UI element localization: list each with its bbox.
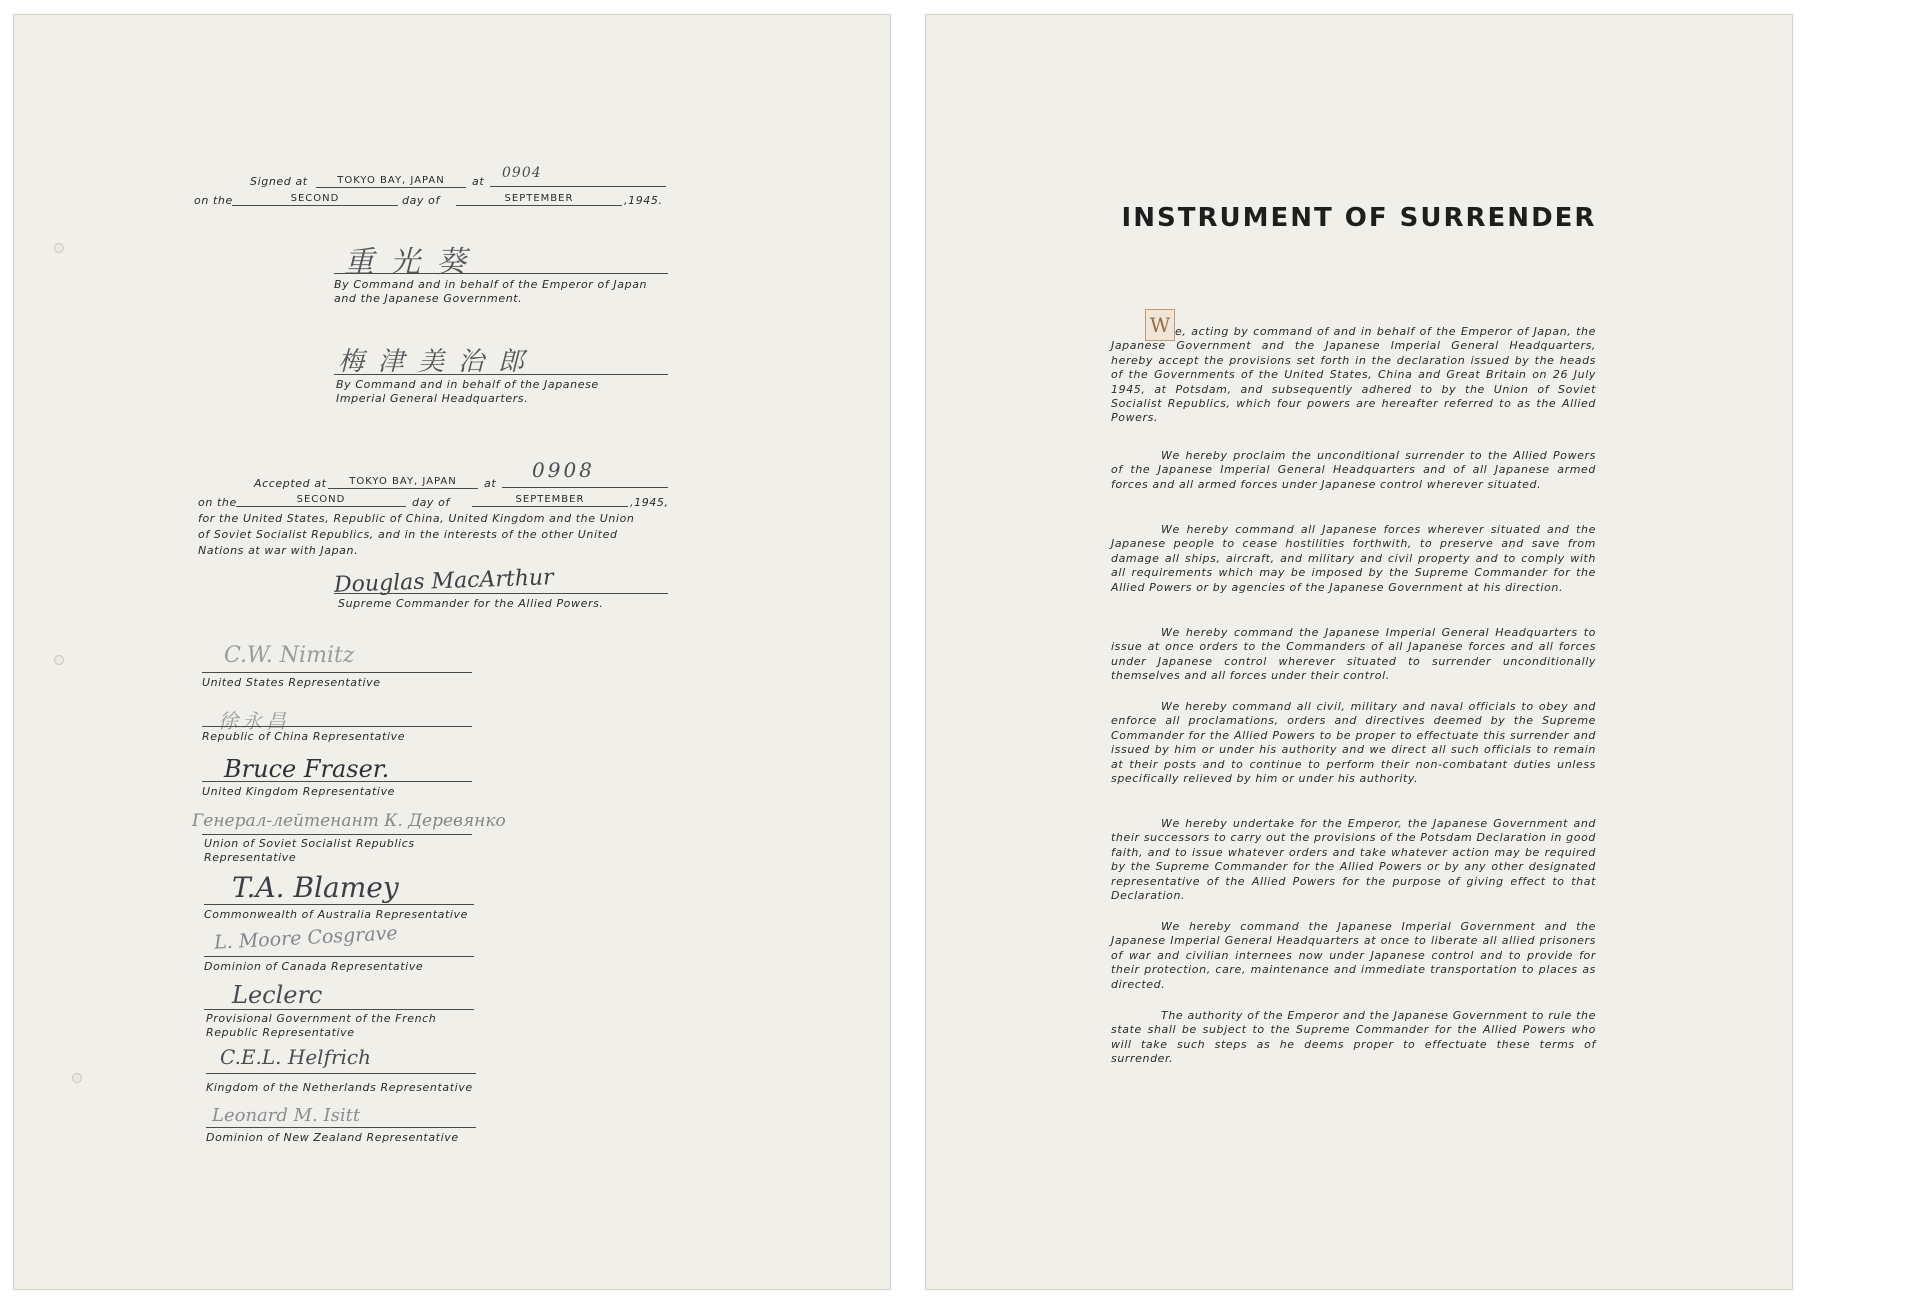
punch-hole: [54, 243, 64, 253]
umezu-signature: 梅津美治郎: [338, 347, 539, 377]
new-zealand-representative-caption: Dominion of New Zealand Representative: [206, 1131, 459, 1144]
accepted-year: ,1945,: [630, 496, 669, 509]
derevyanko-signature: Генерал-лейтенант К. Деревянко: [192, 811, 506, 831]
leclerc-signature: Leclerc: [232, 981, 323, 1009]
signed-at-label: Signed at: [250, 175, 308, 188]
illuminated-initial: W: [1145, 309, 1175, 341]
signature-line: [204, 1009, 474, 1010]
accepted-month: SEPTEMBER: [472, 493, 628, 507]
preamble-paragraph: e, acting by command of and in behalf of the Emperor of Japan, the Japanese Government and the Japanese Imperial General Headquarters, hereby accept the provisions set forth in the declaration issued by the heads of the Governments of the United States, China and Great Britain on 26 July 1945, at Potsdam, and subsequently adhered to by the Union of Soviet Socialist Republics, which four powers are hereafter referred to as the Allied Powers.: [1111, 325, 1596, 425]
accepted-place: TOKYO BAY, JAPAN: [328, 475, 478, 489]
paragraph-officials: We hereby command all civil, military and naval officials to obey and enforce all proclamations, orders and directives deemed by the Supreme Commander for the Allied Powers to be proper to effectuate this surrender and issued by him or under his authority and we direct all such officials to remain at their posts and to continue to perform their non-combatant duties unless specifically relieved by him or under his authority.: [1111, 700, 1596, 786]
supreme-commander-caption: Supreme Commander for the Allied Powers.: [338, 597, 604, 610]
signature-page: [13, 14, 891, 1290]
signature-line: [334, 374, 668, 375]
fraser-signature: Bruce Fraser.: [224, 755, 390, 783]
punch-hole: [54, 655, 64, 665]
accepted-day: SECOND: [236, 493, 406, 507]
accepted-day-of-label: day of: [412, 496, 450, 509]
imperial-hq-caption: By Command and in behalf of the Japanese Imperial General Headquarters.: [336, 378, 599, 405]
ussr-representative-caption: Union of Soviet Socialist Republics Representative: [204, 837, 415, 864]
isitt-signature: Leonard M. Isitt: [212, 1105, 361, 1126]
signature-line: [202, 672, 472, 673]
signature-line: [334, 593, 668, 594]
us-representative-caption: United States Representative: [202, 676, 381, 689]
signed-month: SEPTEMBER: [456, 192, 622, 206]
signed-time-handwritten: 0904: [502, 165, 542, 181]
cosgrave-signature: L. Moore Cosgrave: [213, 922, 399, 954]
signed-day-of-label: day of: [402, 194, 440, 207]
instrument-page: [925, 14, 1793, 1290]
signature-line: [206, 1127, 476, 1128]
china-representative-caption: Republic of China Representative: [202, 730, 406, 743]
accepted-at-label: Accepted at: [254, 477, 327, 490]
paragraph-cease-hostilities: We hereby command all Japanese forces wherever situated and the Japanese people to cease hostilities forthwith, to preserve and save from damage all ships, aircraft, and military and civil property and to comply with all requirements which may be imposed by the Supreme Commander for the Allied Powers or by agencies of the Japanese Government at his direction.: [1111, 523, 1596, 594]
signed-day: SECOND: [232, 192, 398, 206]
signature-line: [334, 273, 668, 274]
paragraph-unconditional-surrender: We hereby proclaim the unconditional surrender to the Allied Powers of the Japanese Imperial General Headquarters and of all Japanese armed forces and all armed forces under Japanese control wherever situated.: [1111, 449, 1596, 491]
china-signature: 徐永昌: [218, 709, 290, 733]
helfrich-signature: C.E.L. Helfrich: [220, 1045, 372, 1069]
uk-representative-caption: United Kingdom Representative: [202, 785, 396, 798]
australia-representative-caption: Commonwealth of Australia Representative: [204, 908, 468, 921]
signed-on-the-label: on the: [194, 194, 233, 207]
france-representative-caption: Provisional Government of the French Republic Representative: [206, 1012, 437, 1039]
signed-at-time-label: at: [472, 175, 485, 188]
paragraph-command-surrender: We hereby command the Japanese Imperial General Headquarters to issue at once orders to the Commanders of all Japanese forces and all forces under Japanese control wherever situated to surrender unconditionally themselves and all forces under their control.: [1111, 626, 1596, 683]
paragraph-potsdam: We hereby undertake for the Emperor, the Japanese Government and their successors to carry out the provisions of the Potsdam Declaration in good faith, and to issue whatever orders and take whatever action may be required by the Supreme Commander for the Allied Powers or by any other designated representative of the Allied Powers for the purpose of giving effect to that Declaration.: [1111, 817, 1596, 903]
blamey-signature: T.A. Blamey: [232, 871, 399, 904]
nimitz-signature: C.W. Nimitz: [224, 643, 355, 668]
accepted-time: [502, 458, 668, 488]
document-title: INSTRUMENT OF SURRENDER: [1121, 203, 1597, 233]
signature-line: [202, 781, 472, 782]
shigemitsu-signature: 重光葵: [344, 245, 482, 280]
signature-line: [206, 1073, 476, 1074]
signed-place: TOKYO BAY, JAPAN: [316, 174, 466, 188]
signature-line: [202, 834, 472, 835]
accepted-time-handwritten: 0908: [532, 458, 595, 482]
accepted-on-the-label: on the: [198, 496, 237, 509]
punch-hole: [72, 1073, 82, 1083]
signature-line: [204, 904, 474, 905]
canada-representative-caption: Dominion of Canada Representative: [204, 960, 424, 973]
japan-government-caption: By Command and in behalf of the Emperor of Japan and the Japanese Government.: [334, 278, 648, 305]
signed-year: ,1945.: [624, 194, 663, 207]
netherlands-representative-caption: Kingdom of the Netherlands Representative: [206, 1081, 473, 1094]
accepted-on-behalf-text: for the United States, Republic of China, United Kingdom and the Union of Soviet Socialist Republics, and in the interests of the other United Nations at war with Japan.: [198, 512, 635, 557]
signed-time: [490, 165, 666, 187]
signature-line: [202, 726, 472, 727]
accepted-at-time-label: at: [484, 477, 497, 490]
macarthur-signature: Douglas MacArthur: [333, 565, 555, 598]
signature-line: [204, 956, 474, 957]
paragraph-prisoners: We hereby command the Japanese Imperial Government and the Japanese Imperial General Headquarters at once to liberate all allied prisoners of war and civilian internees now under Japanese control and to provide for their protection, care, maintenance and immediate transportation to places as directed.: [1111, 920, 1596, 991]
paragraph-authority: The authority of the Emperor and the Japanese Government to rule the state shall be subject to the Supreme Commander for the Allied Powers who will take such steps as he deems proper to effectuate these terms of surrender.: [1111, 1009, 1596, 1066]
